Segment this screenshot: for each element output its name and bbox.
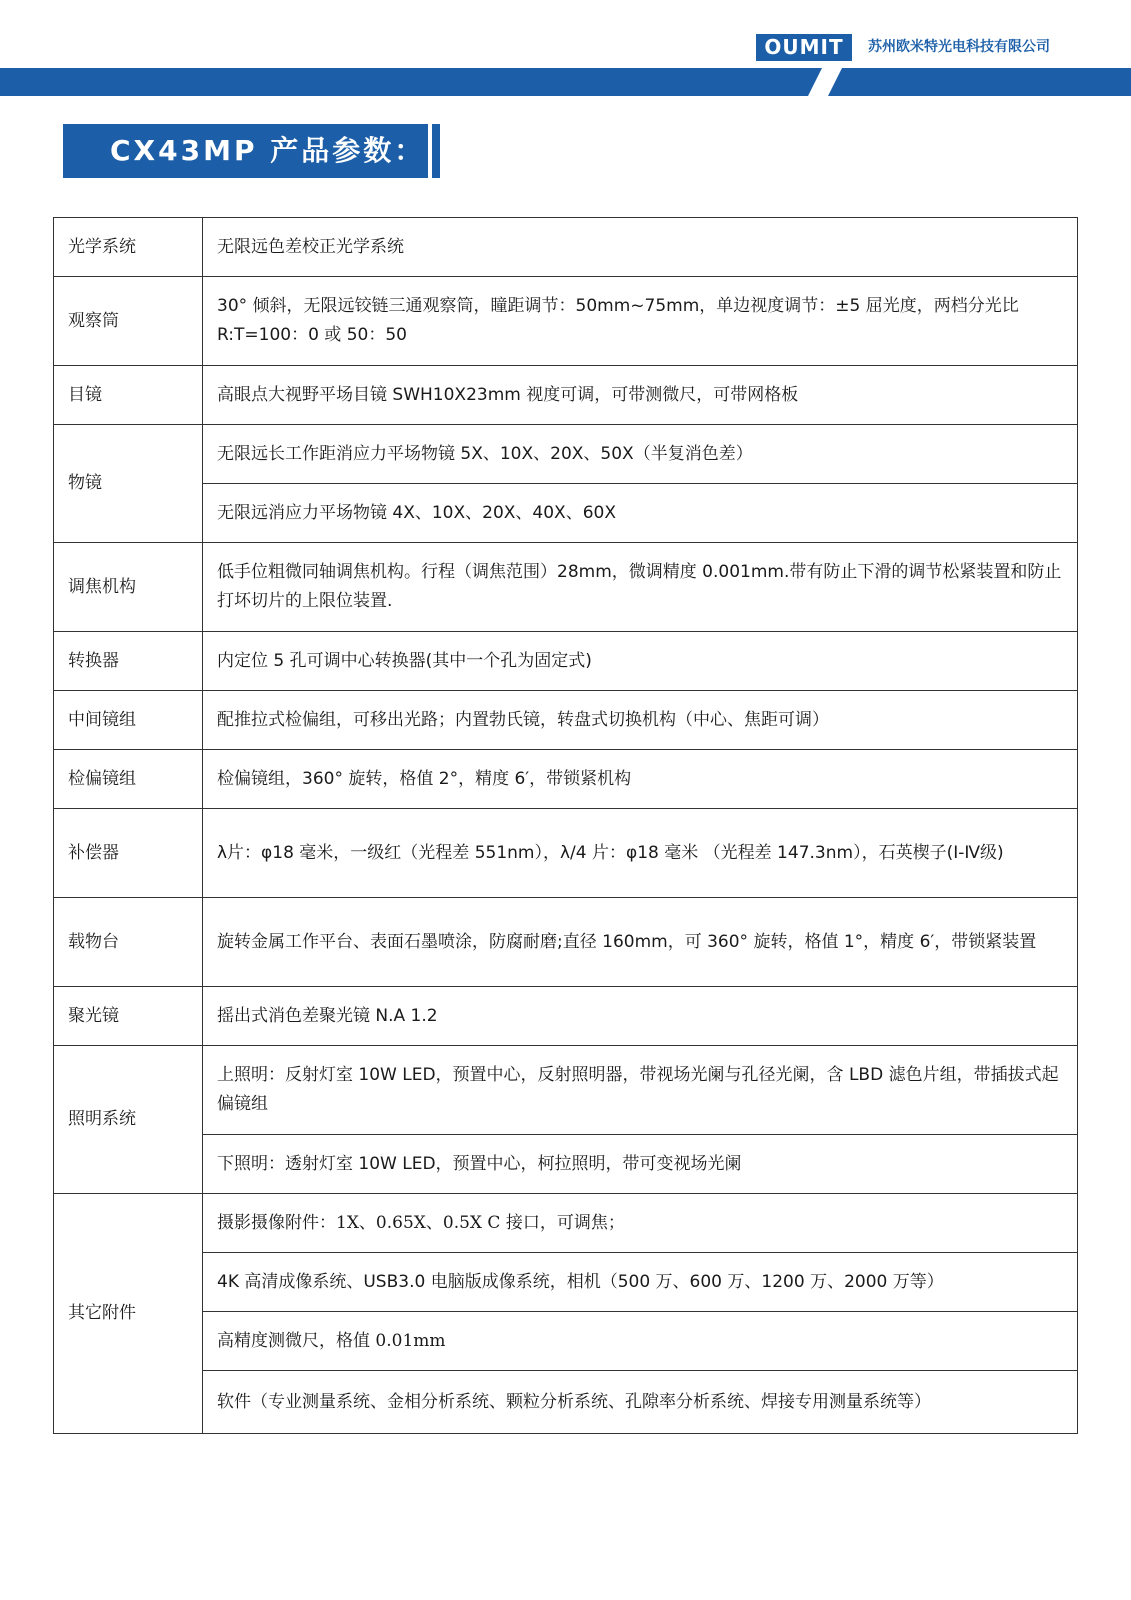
row-value: 摇出式消色差聚光镜 N.A 1.2 [203,987,1078,1046]
row-label: 物镜 [54,425,203,543]
row-value: 软件（专业测量系统、金相分析系统、颗粒分析系统、孔隙率分析系统、焊接专用测量系统等） [203,1371,1078,1434]
row-label: 载物台 [54,898,203,987]
row-label: 光学系统 [54,218,203,277]
table-row [54,632,1078,691]
table-row [54,691,1078,750]
row-label: 转换器 [54,632,203,691]
table-row [54,366,1078,425]
section-title-box [63,124,438,178]
row-value: 30° 倾斜，无限远铰链三通观察筒，瞳距调节：50mm~75mm，单边视度调节：±5 屈光度，两档分光比 R:T=100：0 或 50：50 [203,277,1078,366]
row-value: 低手位粗微同轴调焦机构。行程（调焦范围）28mm，微调精度 0.001mm.带有防止下滑的调节松紧装置和防止打坏切片的上限位装置. [203,543,1078,632]
table-row [54,484,1078,543]
row-label: 其它附件 [54,1194,203,1434]
row-value: 高眼点大视野平场目镜 SWH10X23mm 视度可调，可带测微尺，可带网格板 [203,366,1078,425]
table-row [54,543,1078,632]
table-row [54,898,1078,987]
title-accent-bar [435,124,440,178]
row-value: 配推拉式检偏组，可移出光路；内置勃氏镜，转盘式切换机构（中心、焦距可调） [203,691,1078,750]
row-label: 观察筒 [54,277,203,366]
row-label: 聚光镜 [54,987,203,1046]
table-row [54,1312,1078,1371]
spec-table [53,217,1078,1434]
row-label: 检偏镜组 [54,750,203,809]
table-row [54,750,1078,809]
table-row [54,1194,1078,1253]
row-value: 下照明：透射灯室 10W LED，预置中心，柯拉照明，带可变视场光阑 [203,1135,1078,1194]
row-value: 无限远色差校正光学系统 [203,218,1078,277]
table-row [54,1135,1078,1194]
row-label: 中间镜组 [54,691,203,750]
row-value: 内定位 5 孔可调中心转换器(其中一个孔为固定式) [203,632,1078,691]
company-name: 苏州欧米特光电科技有限公司 [868,39,1050,55]
row-value: 无限远消应力平场物镜 4X、10X、20X、40X、60X [203,484,1078,543]
row-value: λ片：φ18 毫米，一级红（光程差 551nm），λ/4 片：φ18 毫米 （光程差 147.3nm），石英楔子(Ⅰ-Ⅳ级) [203,809,1078,898]
table-row [54,277,1078,366]
row-label: 调焦机构 [54,543,203,632]
table-row [54,1253,1078,1312]
row-value: 高精度测微尺，格值 0.01mm [203,1312,1078,1371]
row-value: 旋转金属工作平台、表面石墨喷涂，防腐耐磨;直径 160mm，可 360° 旋转，格值 1°，精度 6′，带锁紧装置 [203,898,1078,987]
row-value: 摄影摄像附件：1X、0.65X、0.5X C 接口，可调焦； [203,1194,1078,1253]
section-title: CX43MP 产品参数： [110,134,426,167]
row-value: 上照明：反射灯室 10W LED，预置中心，反射照明器，带视场光阑与孔径光阑，含 LBD 滤色片组，带插拔式起偏镜组 [203,1046,1078,1135]
header-band [0,68,1131,98]
row-label: 目镜 [54,366,203,425]
row-value: 检偏镜组，360° 旋转，格值 2°，精度 6′，带锁紧机构 [203,750,1078,809]
row-value: 4K 高清成像系统、USB3.0 电脑版成像系统，相机（500 万、600 万、1200 万、2000 万等） [203,1253,1078,1312]
table-row [54,987,1078,1046]
table-row [54,809,1078,898]
company-logo: OUMIT [756,34,852,61]
table-row [54,1046,1078,1135]
table-row [54,218,1078,277]
title-divider [428,124,432,178]
row-label: 补偿器 [54,809,203,898]
row-label: 照明系统 [54,1046,203,1194]
row-value: 无限远长工作距消应力平场物镜 5X、10X、20X、50X（半复消色差） [203,425,1078,484]
table-row [54,1371,1078,1434]
table-row [54,425,1078,484]
